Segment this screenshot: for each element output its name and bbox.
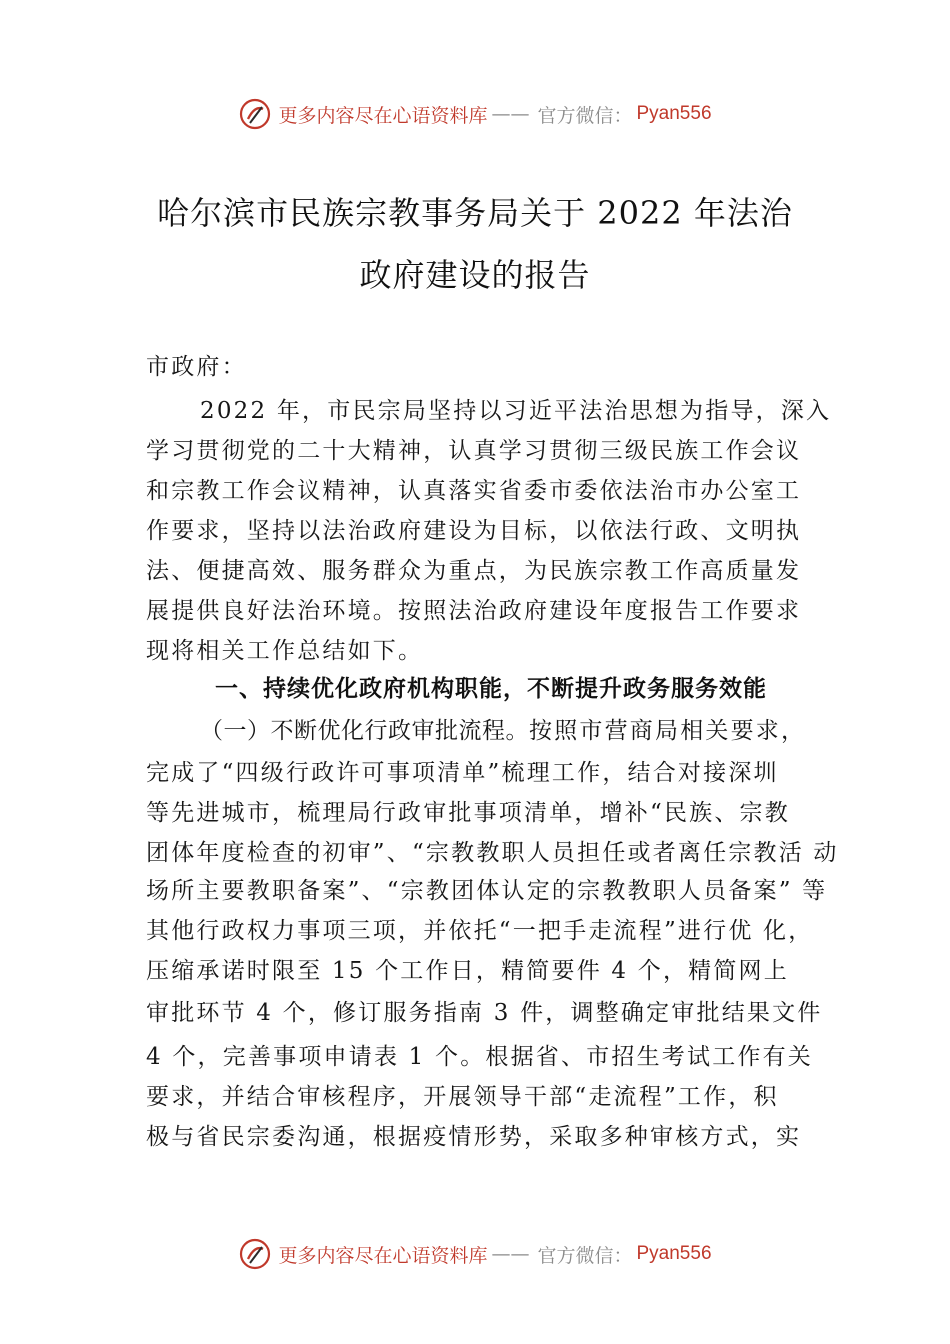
paragraph-line: 团体年度检查的初审”、“宗教教职人员担任或者离任宗教活 动 <box>146 840 839 866</box>
watermark-banner-bottom <box>0 1234 950 1274</box>
subsection-label: （一）不断优化行政审批流程。 <box>200 718 529 744</box>
paragraph-line <box>200 712 890 745</box>
banner-wechat-label: 官方微信： <box>537 1244 633 1267</box>
paragraph-line: 审批环节 4 个，修订服务指南 3 件，调整确定审批结果文件 <box>146 1000 823 1026</box>
banner-dash: —— <box>491 1243 530 1265</box>
document-title-line-2: 政府建设的报告 <box>359 256 591 294</box>
paragraph-line: 完成了“四级行政许可事项清单”梳理工作，结合对接深圳 <box>146 760 779 786</box>
banner-text: 更多内容尽在心语资料库 <box>278 1244 488 1267</box>
paragraph-line: 极与省民宗委沟通，根据疫情形势，采取多种审核方式，实 <box>146 1124 802 1150</box>
paragraph-line: 压缩承诺时限至 15 个工作日，精简要件 4 个，精简网上 <box>146 958 789 984</box>
watermark-banner-top <box>0 94 950 134</box>
paragraph-line: 2022 年，市民宗局坚持以习近平法治思想为指导，深入 <box>200 398 832 424</box>
paragraph-line: 学习贯彻党的二十大精神，认真学习贯彻三级民族工作会议 <box>146 438 802 464</box>
document-title-line-1: 哈尔滨市民族宗教事务局关于 2022 年法治 <box>157 194 793 232</box>
banner-wechat-label: 官方微信： <box>537 104 633 127</box>
paragraph-line: 法、便捷高效、服务群众为重点，为民族宗教工作高质量发 <box>146 558 802 584</box>
banner-text: 更多内容尽在心语资料库 <box>278 104 488 127</box>
paragraph-line: 现将相关工作总结如下。 <box>146 638 424 664</box>
subsection-text: 按照市营商局相关要求， <box>529 718 807 744</box>
paragraph-line: 4 个，完善事项申请表 1 个。根据省、市招生考试工作有关 <box>146 1044 813 1070</box>
paragraph-line: 其他行政权力事项三项，并依托“一把手走流程”进行优 化， <box>146 918 814 944</box>
banner-dash: —— <box>491 103 530 125</box>
paragraph-line: 展提供良好法治环境。按照法治政府建设年度报告工作要求 <box>146 598 802 624</box>
brand-logo-icon <box>238 1237 272 1271</box>
paragraph-line: 作要求，坚持以法治政府建设为目标，以依法行政、文明执 <box>146 518 802 544</box>
paragraph-line: 等先进城市，梳理局行政审批事项清单，增补“民族、宗教 <box>146 800 790 826</box>
paragraph-line: 场所主要教职备案”、“宗教团体认定的宗教教职人员备案” 等 <box>146 878 828 904</box>
section-heading: 一、持续优化政府机构职能，不断提升政务服务效能 <box>215 676 767 702</box>
banner-handle: Pyan556 <box>636 1243 712 1264</box>
salutation: 市政府： <box>146 354 247 380</box>
paragraph-line: 要求，并结合审核程序，开展领导干部“走流程”工作，积 <box>146 1084 779 1110</box>
brand-logo-icon <box>238 97 272 131</box>
banner-handle: Pyan556 <box>636 103 712 124</box>
paragraph-line: 和宗教工作会议精神，认真落实省委市委依法治市办公室工 <box>146 478 802 504</box>
